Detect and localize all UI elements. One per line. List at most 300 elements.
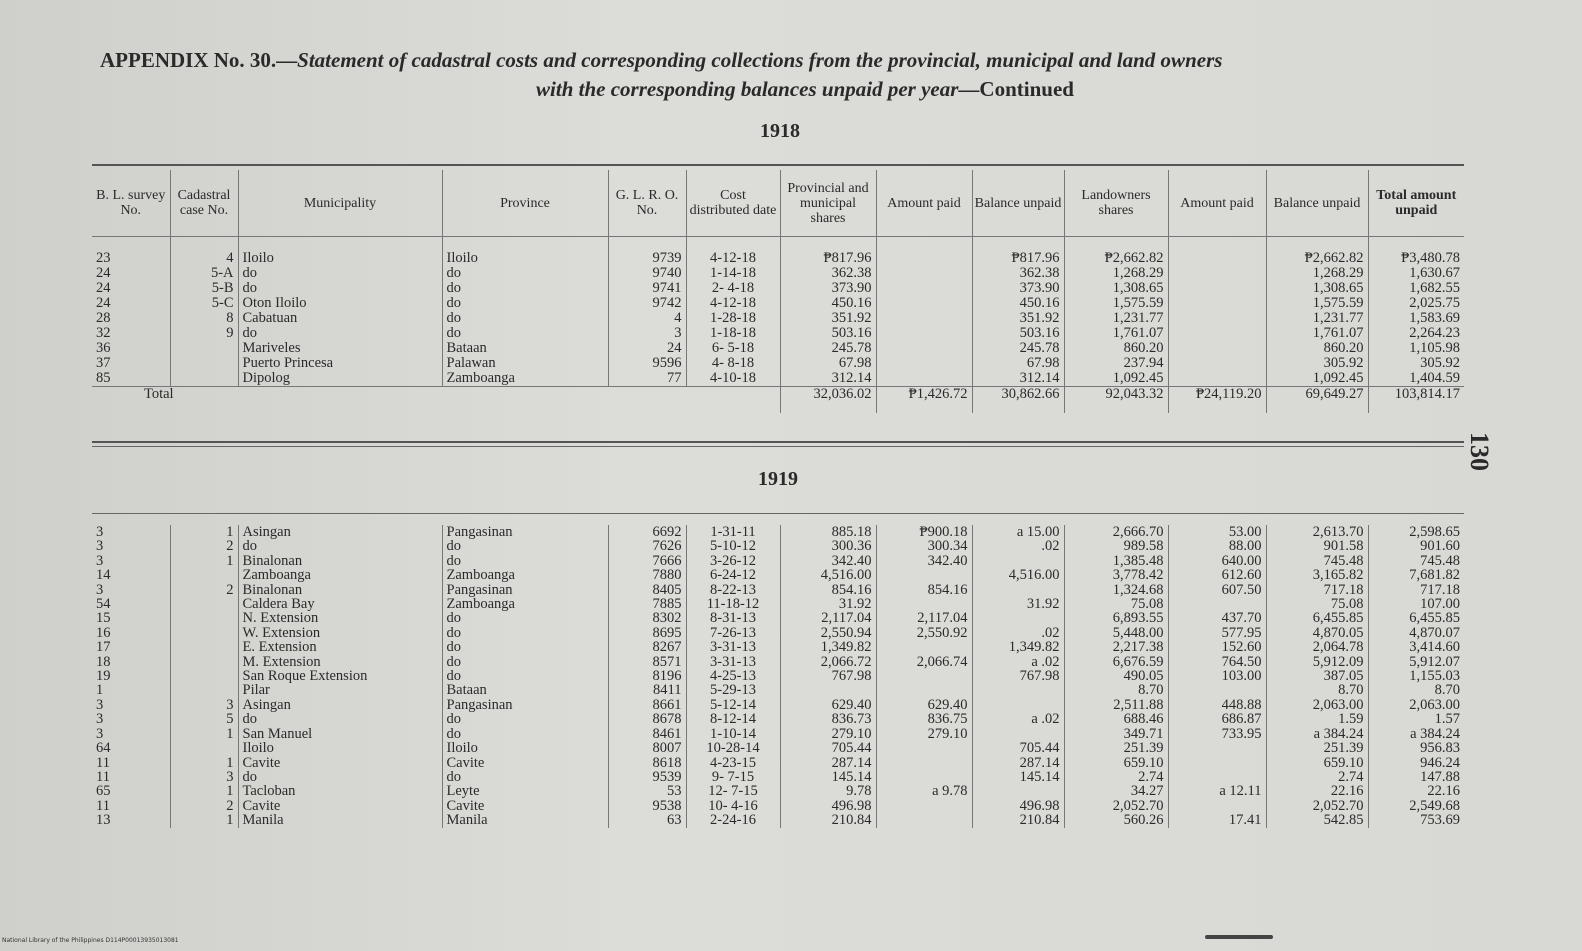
table-cell: 342.40 [876,554,972,568]
table-cell: 6,676.59 [1064,655,1168,669]
table-cell: 836.73 [780,712,876,726]
table-cell: 1,761.07 [1064,326,1168,341]
table-cell: do [442,669,608,683]
table-cell [1168,683,1266,697]
table-cell: Asingan [238,525,442,539]
table-cell: 4-12-18 [686,296,780,311]
table-cell: 745.48 [1420,553,1460,569]
table-cell: 2,613.70 [1266,525,1368,539]
table-row [92,281,1464,296]
table-cell [876,741,972,755]
table-cell: 4-25-13 [686,669,780,683]
table-cell: 9740 [608,266,686,281]
table-cell: do [238,770,442,784]
table-cell: ₱817.96 [972,237,1064,267]
table-cell: 362.38 [780,266,876,281]
table-cell [876,356,972,371]
table-cell [876,669,972,683]
table-cell: do [442,311,608,326]
table-cell [972,698,1064,712]
table-cell: 2,117.04 [876,611,972,625]
table-cell: 437.70 [1168,611,1266,625]
table-cell: 5-12-14 [686,698,780,712]
table-cell: 2,052.70 [1266,799,1368,813]
table-row [92,326,1464,341]
table-cell: 854.16 [780,583,876,597]
table-cell: Bataan [442,683,608,697]
table-cell: Iloilo [442,741,608,755]
table-cell: 1,105.98 [1409,341,1460,356]
table-cell: 1 [170,554,238,568]
table-cell: 312.14 [972,371,1064,387]
table-cell [1168,597,1266,611]
table-cell: do [442,296,608,311]
table-cell [876,341,972,356]
table-cell: do [442,611,608,625]
table-cell: 2.74 [1266,770,1368,784]
table-cell: 767.98 [972,669,1064,683]
table-cell: 1.57 [1434,712,1460,727]
table-cell: 65 [92,784,170,798]
table-cell: 8-12-14 [686,712,780,726]
table-cell [876,756,972,770]
table-cell: 1,155.03 [1409,669,1460,684]
table-cell: a 384.24 [1266,727,1368,741]
table-row [92,741,1464,755]
column-header: B. L. survey No. [92,170,170,237]
total-value: 103,814.17 [1368,387,1464,414]
table-1919-body [92,525,1464,828]
table-cell [876,813,972,827]
table-cell: 956.83 [1420,741,1460,756]
table-cell: 1 [170,756,238,770]
table-row [92,525,1464,539]
table-cell: Dipolog [238,371,442,387]
table-cell: 4- 8-18 [686,356,780,371]
table-cell: 1,761.07 [1266,326,1368,341]
table-cell: 85 [92,371,170,387]
table-cell: 8.70 [1434,683,1460,698]
table-cell: 11 [92,799,170,813]
table-cell: 287.14 [780,756,876,770]
table-cell: 8661 [608,698,686,712]
table-cell: 103.00 [1168,669,1266,683]
table-cell [170,640,238,654]
table-1919 [92,525,1464,828]
table-cell: 3 [170,770,238,784]
table-cell: Caldera Bay [238,597,442,611]
table-cell: 705.44 [972,741,1064,755]
table-cell: Oton Iloilo [238,296,442,311]
table-cell: 2,064.78 [1266,640,1368,654]
table-cell: 1.59 [1266,712,1368,726]
table-cell [170,356,238,371]
table-cell: 77 [608,371,686,387]
table-cell: Zamboanga [238,568,442,582]
table-cell: Puerto Princesa [238,356,442,371]
table-cell [972,784,1064,798]
section-divider-rule-2 [92,446,1464,447]
table-cell: 2,264.23 [1409,326,1460,341]
table-cell: 2 [170,539,238,553]
table-cell: 3 [608,326,686,341]
table-cell: 1,583.69 [1409,311,1460,326]
table-cell: 2 [170,799,238,813]
table-cell: do [442,727,608,741]
table-cell: ₱3,480.78 [1401,250,1460,266]
table-cell: 300.36 [780,539,876,553]
table-cell: 3 [92,525,170,539]
table-cell: 251.39 [1064,741,1168,755]
table-cell: 9742 [608,296,686,311]
table-cell: 145.14 [972,770,1064,784]
table-cell: 2.74 [1064,770,1168,784]
table-cell: N. Extension [238,611,442,625]
table-cell: Cabatuan [238,311,442,326]
table-cell [876,568,972,582]
table-cell: 4-23-15 [686,756,780,770]
table-cell [972,554,1064,568]
table-cell [170,655,238,669]
table-row [92,568,1464,582]
table-cell: 9741 [608,281,686,296]
table-cell: 659.10 [1064,756,1168,770]
table-cell: 3 [92,727,170,741]
table-cell: ₱817.96 [780,237,876,267]
table-cell: 5 [170,712,238,726]
table-cell: 31.92 [972,597,1064,611]
table-cell: 53 [608,784,686,798]
table-cell: do [442,554,608,568]
table-cell: 1,268.29 [1266,266,1368,281]
table-cell: 9596 [608,356,686,371]
table-cell: 34.27 [1064,784,1168,798]
table-cell: 2,066.72 [780,655,876,669]
table-row [92,770,1464,784]
table-1918 [92,170,1464,413]
table-cell: 107.00 [1420,597,1460,612]
table-cell: a .02 [972,655,1064,669]
table-cell: 659.10 [1266,756,1368,770]
table-row [92,266,1464,281]
table-cell: 22.16 [1266,784,1368,798]
table-cell: 6-24-12 [686,568,780,582]
table-cell: 1,231.77 [1064,311,1168,326]
table-cell [876,237,972,267]
column-header: Province [442,170,608,237]
table-cell: E. Extension [238,640,442,654]
table-cell: 7666 [608,554,686,568]
table-cell: 210.84 [972,813,1064,827]
table-cell: 1-14-18 [686,266,780,281]
table-cell: 450.16 [780,296,876,311]
table-cell: 351.92 [780,311,876,326]
table-cell: Iloilo [238,237,442,267]
table-cell: 88.00 [1168,539,1266,553]
table-cell: 4-10-18 [686,371,780,387]
table-cell: 4-12-18 [686,237,780,267]
table-cell: 237.94 [1064,356,1168,371]
table-cell [170,568,238,582]
table-cell: 245.78 [972,341,1064,356]
table-cell [1168,326,1266,341]
table-cell: 607.50 [1168,583,1266,597]
table-cell: 64 [92,741,170,755]
table-cell: 8461 [608,727,686,741]
table-cell: 8.70 [1064,683,1168,697]
page-number: 130 [1465,432,1494,471]
table-cell [1168,356,1266,371]
table-cell: 3-31-13 [686,655,780,669]
table-cell [1168,281,1266,296]
table-row [92,611,1464,625]
table-1918-header [92,170,1464,237]
table-cell: 5,448.00 [1064,626,1168,640]
table-cell: 11 [92,756,170,770]
table-cell: 2,063.00 [1409,697,1460,713]
table-cell: 717.18 [1266,583,1368,597]
table-cell: 8267 [608,640,686,654]
table-row [92,583,1464,597]
table-cell: 640.00 [1168,554,1266,568]
table-row [92,341,1464,356]
footer-credit: National Library of the Philippines D114P00013935013081 [2,937,179,944]
table-cell: 67.98 [780,356,876,371]
table-cell [1168,341,1266,356]
table-cell: a 15.00 [972,525,1064,539]
table-cell: 6692 [608,525,686,539]
table-cell: 145.14 [780,770,876,784]
table-cell: 1-10-14 [686,727,780,741]
table-row [92,640,1464,654]
table-cell: W. Extension [238,626,442,640]
table-cell: Zamboanga [442,568,608,582]
table-cell: 147.88 [1420,769,1460,785]
table-cell: 1-31-11 [686,525,780,539]
table-row [92,237,1464,267]
table-cell [170,597,238,611]
table-cell: 1,092.45 [1064,371,1168,387]
table-cell: 1 [170,525,238,539]
table-cell: 4,870.07 [1409,625,1460,641]
table-cell [1168,371,1266,387]
table-cell: 251.39 [1266,741,1368,755]
table-cell: 4,870.05 [1266,626,1368,640]
table-row [92,784,1464,798]
table-cell: do [442,712,608,726]
table-cell [1168,756,1266,770]
table-cell: 373.90 [780,281,876,296]
table-cell: 1,092.45 [1266,371,1368,387]
table-cell: do [442,326,608,341]
table-cell: Iloilo [238,741,442,755]
table-cell: 450.16 [972,296,1064,311]
title-suffix: —Continued [958,77,1074,101]
table-cell: 2,066.74 [876,655,972,669]
table-cell: 490.05 [1064,669,1168,683]
column-header: Amount paid [876,170,972,237]
table-row [92,813,1464,827]
table-cell: 3 [92,712,170,726]
table-cell: 4 [170,237,238,267]
table-cell: 1,575.59 [1266,296,1368,311]
table-cell [876,296,972,311]
title-prefix: APPENDIX No. 30.— [100,48,298,72]
table-cell: Asingan [238,698,442,712]
table-cell: 152.60 [1168,640,1266,654]
table-row [92,669,1464,683]
table-cell: 300.34 [876,539,972,553]
table-cell [972,683,1064,697]
table-row [92,539,1464,553]
table-cell: 349.71 [1064,727,1168,741]
table-cell: Iloilo [442,237,608,267]
table-cell: 351.92 [972,311,1064,326]
table-cell: 75.08 [1266,597,1368,611]
table-cell: 362.38 [972,266,1064,281]
table-cell: 3,165.82 [1266,568,1368,582]
table-cell: 245.78 [780,341,876,356]
table-1918-body [92,237,1464,414]
total-label: Total [92,387,780,414]
table-cell: 1-28-18 [686,311,780,326]
table-cell: 10-28-14 [686,741,780,755]
table-cell: ₱2,662.82 [1064,237,1168,267]
table-cell: do [238,266,442,281]
table-cell: 2,511.88 [1064,698,1168,712]
table-cell: 2-24-16 [686,813,780,827]
table-cell: 496.98 [780,799,876,813]
table-cell: do [238,712,442,726]
table-cell: do [238,539,442,553]
table-cell [1168,770,1266,784]
table-row [92,356,1464,371]
table-cell: 5-A [170,266,238,281]
table-cell: 9538 [608,799,686,813]
table-row [92,371,1464,387]
table-cell: 6,455.85 [1409,611,1460,626]
table-cell [170,626,238,640]
total-value: 69,649.27 [1266,387,1368,414]
table-cell: 3,778.42 [1064,568,1168,582]
table-cell: 629.40 [876,698,972,712]
table-cell: 2,052.70 [1064,799,1168,813]
column-header: Cost distributed date [686,170,780,237]
table-cell: 836.75 [876,712,972,726]
table-cell: 1,575.59 [1064,296,1168,311]
year-1919-heading: 1919 [758,468,798,490]
table-cell [170,371,238,387]
table-cell: 901.60 [1420,539,1460,554]
table-cell: 1,349.82 [780,640,876,654]
table-cell: 24 [92,281,170,296]
table-cell: 2,550.94 [780,626,876,640]
table-row [92,626,1464,640]
table-cell: 7,681.82 [1409,568,1460,583]
table-cell: 448.88 [1168,698,1266,712]
table-cell: 210.84 [780,813,876,827]
table-cell [1168,237,1266,267]
table-cell: 12- 7-15 [686,784,780,798]
table-cell: 5,912.07 [1409,654,1460,670]
table-cell: 16 [92,626,170,640]
table-cell: 542.85 [1266,813,1368,827]
table-cell: 8618 [608,756,686,770]
table-cell: 496.98 [972,799,1064,813]
total-value: ₱24,119.20 [1168,387,1266,414]
table-cell: 629.40 [780,698,876,712]
table-cell [170,683,238,697]
table-cell: 9539 [608,770,686,784]
table-cell: Cavite [442,756,608,770]
year-1918-heading: 1918 [760,120,800,142]
table-cell: Mariveles [238,341,442,356]
table-cell [876,371,972,387]
table-cell: 1-18-18 [686,326,780,341]
table-cell: 733.95 [1168,727,1266,741]
table-cell: Manila [442,813,608,827]
table-cell [876,266,972,281]
table-cell: Leyte [442,784,608,798]
table-cell: 5,912.09 [1266,655,1368,669]
table-cell [876,597,972,611]
table-cell: 4,516.00 [780,568,876,582]
table-cell: 5-C [170,296,238,311]
table-cell: 686.87 [1168,712,1266,726]
title-italic: Statement of cadastral costs and corresponding collections from the provincial, municipal and land owners [297,48,1223,72]
table-cell: 3,414.60 [1409,640,1460,655]
title-line2: with the corresponding balances unpaid per year [536,77,959,101]
table-row [92,712,1464,726]
table-cell: 503.16 [972,326,1064,341]
table-row [92,799,1464,813]
table-cell: 13 [92,813,170,827]
table-cell: 1,404.59 [1409,371,1460,386]
table-cell: Cavite [238,756,442,770]
table-cell: 17 [92,640,170,654]
table-cell: 5-B [170,281,238,296]
total-value: 92,043.32 [1064,387,1168,414]
rule-1919-top [92,513,1464,514]
table-cell: 279.10 [780,727,876,741]
table-cell: 5-29-13 [686,683,780,697]
table-cell: Zamboanga [442,597,608,611]
table-row [92,756,1464,770]
table-cell: 3 [92,583,170,597]
table-cell: 560.26 [1064,813,1168,827]
table-cell: 305.92 [1420,356,1460,371]
table-cell: 305.92 [1266,356,1368,371]
table-cell: do [442,640,608,654]
table-cell: 717.18 [1420,582,1460,598]
table-cell: 373.90 [972,281,1064,296]
table-cell: do [238,326,442,341]
table-cell [170,741,238,755]
table-cell: 387.05 [1266,669,1368,683]
table-cell: 54 [92,597,170,611]
table-cell: 22.16 [1427,784,1460,799]
table-cell: a 12.11 [1168,784,1266,798]
table-cell [1168,266,1266,281]
table-cell: 2 [170,583,238,597]
table-cell: 8.70 [1266,683,1368,697]
table-cell [1168,741,1266,755]
table-cell: 989.58 [1064,539,1168,553]
table-cell: 287.14 [972,756,1064,770]
table-row [92,554,1464,568]
table-cell: 1 [92,683,170,697]
table-cell: 37 [92,356,170,371]
